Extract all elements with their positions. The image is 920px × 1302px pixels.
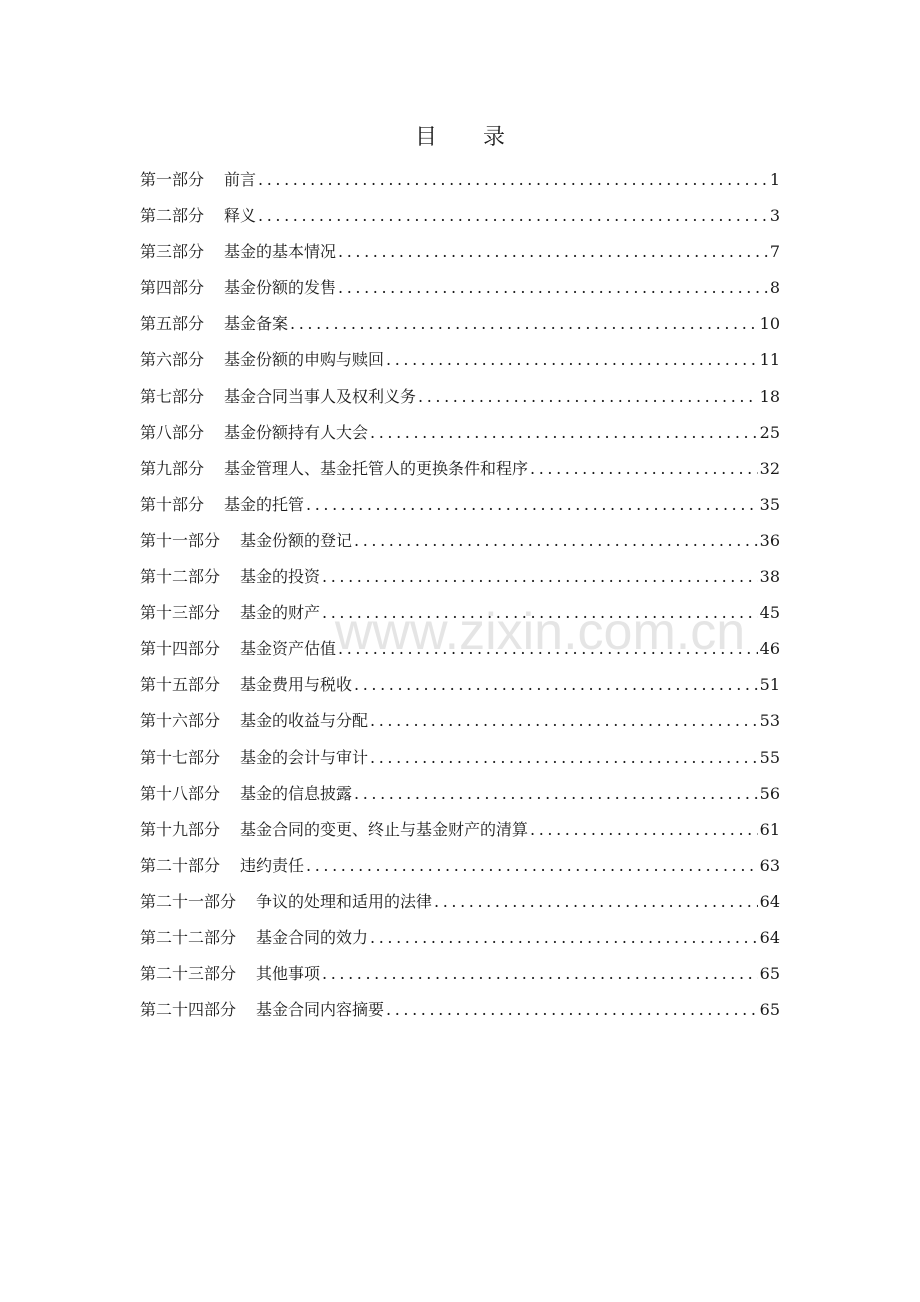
toc-leader-dots: [354, 780, 758, 808]
toc-leader-dots: [530, 816, 758, 844]
toc-entry[interactable]: [140, 707, 780, 743]
toc-section-title: 争议的处理和适用的法律: [256, 891, 433, 911]
toc-section-title: 基金的基本情况: [224, 242, 337, 262]
toc-entry[interactable]: [140, 816, 780, 852]
toc-part-label: 第二部分: [140, 206, 205, 226]
toc-page-number: 64: [759, 927, 780, 947]
toc-part-label: 第十八部分: [140, 783, 221, 803]
toc-entry[interactable]: [140, 671, 780, 707]
toc-part-label: 第十四部分: [140, 639, 221, 659]
toc-section-title: 基金合同内容摘要: [256, 1000, 385, 1020]
toc-part-label: 第十九部分: [140, 819, 221, 839]
toc-section-title: 基金份额的登记: [240, 530, 353, 550]
toc-section-title: 释义: [224, 206, 257, 226]
toc-entry[interactable]: [140, 455, 780, 491]
title-char-1: 目: [414, 125, 437, 150]
toc-section-title: 基金合同的效力: [256, 927, 369, 947]
toc-entry[interactable]: [140, 166, 780, 202]
toc-entry[interactable]: [140, 852, 780, 888]
toc-entry[interactable]: [140, 238, 780, 274]
toc-leader-dots: [306, 852, 758, 880]
toc-leader-dots: [434, 888, 758, 916]
toc-leader-dots: [338, 238, 768, 266]
toc-leader-dots: [322, 563, 758, 591]
toc-leader-dots: [386, 996, 758, 1024]
toc-page-number: 32: [759, 458, 780, 478]
toc-leader-dots: [258, 166, 768, 194]
toc-section-title: 基金份额的申购与赎回: [224, 350, 385, 370]
toc-leader-dots: [338, 635, 758, 663]
toc-entry[interactable]: [140, 924, 780, 960]
toc-page-number: 18: [759, 386, 780, 406]
toc-entry[interactable]: [140, 310, 780, 346]
toc-section-title: 违约责任: [240, 855, 305, 875]
toc-entry[interactable]: [140, 202, 780, 238]
toc-page-number: 1: [769, 170, 780, 189]
toc-entry[interactable]: [140, 383, 780, 419]
toc-entry[interactable]: [140, 744, 780, 780]
toc-entry[interactable]: [140, 996, 780, 1032]
toc-page-number: 65: [759, 1000, 780, 1020]
toc-entry[interactable]: [140, 599, 780, 635]
toc-part-label: 第二十四部分: [140, 1000, 237, 1020]
toc-part-label: 第十六部分: [140, 711, 221, 731]
toc-section-title: 基金的投资: [240, 567, 321, 587]
toc-entry[interactable]: [140, 527, 780, 563]
toc-part-label: 第八部分: [140, 422, 205, 442]
toc-part-label: 第十一部分: [140, 530, 221, 550]
toc-part-label: 第十三部分: [140, 603, 221, 623]
toc-entry[interactable]: [140, 491, 780, 527]
toc-section-title: 基金的财产: [240, 603, 321, 623]
toc-section-title: 基金份额持有人大会: [224, 422, 369, 442]
toc-part-label: 第十七部分: [140, 747, 221, 767]
toc-page-number: 64: [759, 891, 780, 911]
toc-leader-dots: [370, 419, 758, 447]
toc-page-number: 8: [769, 278, 780, 298]
toc-entry[interactable]: [140, 960, 780, 996]
toc-part-label: 第二十三部分: [140, 964, 237, 984]
toc-section-title: 基金的信息披露: [240, 783, 353, 803]
toc-section-title: 基金的收益与分配: [240, 711, 369, 731]
toc-part-label: 第二十二部分: [140, 927, 237, 947]
toc-section-title: 基金管理人、基金托管人的更换条件和程序: [224, 458, 529, 478]
toc-leader-dots: [322, 960, 758, 988]
toc-page-number: 7: [769, 242, 780, 262]
toc-section-title: 基金的会计与审计: [240, 747, 369, 767]
toc-section-title: 其他事项: [256, 964, 321, 984]
toc-part-label: 第二十一部分: [140, 891, 237, 911]
toc-page-number: 65: [759, 964, 780, 984]
toc-section-title: 前言: [224, 170, 257, 189]
toc-leader-dots: [370, 707, 758, 735]
toc-leader-dots: [370, 744, 758, 772]
toc-leader-dots: [418, 383, 758, 411]
toc-leader-dots: [354, 671, 758, 699]
toc-part-label: 第十二部分: [140, 567, 221, 587]
toc-entry[interactable]: [140, 346, 780, 382]
toc-part-label: 第六部分: [140, 350, 205, 370]
toc-section-title: 基金份额的发售: [224, 278, 337, 298]
toc-leader-dots: [386, 346, 758, 374]
toc-entry[interactable]: [140, 780, 780, 816]
toc-leader-dots: [354, 527, 758, 555]
toc-page-number: 55: [759, 747, 780, 767]
toc-part-label: 第五部分: [140, 314, 205, 334]
toc-leader-dots: [322, 599, 758, 627]
toc-leader-dots: [290, 310, 758, 338]
toc-section-title: 基金的托管: [224, 494, 305, 514]
toc-page-number: 51: [759, 675, 780, 695]
toc-section-title: 基金费用与税收: [240, 675, 353, 695]
toc-entry[interactable]: [140, 563, 780, 599]
toc-page-number: 46: [759, 639, 780, 659]
toc-entry[interactable]: [140, 274, 780, 310]
toc-page-number: 3: [769, 206, 780, 226]
toc-page-number: 61: [759, 819, 780, 839]
toc-section-title: 基金备案: [224, 314, 289, 334]
toc-page-number: 25: [759, 422, 780, 442]
toc-part-label: 第一部分: [140, 170, 205, 189]
toc-entry[interactable]: [140, 635, 780, 671]
toc-page-number: 53: [759, 711, 780, 731]
toc-page-number: 11: [759, 350, 780, 370]
toc-page-number: 38: [759, 567, 780, 587]
toc-part-label: 第九部分: [140, 458, 205, 478]
toc-leader-dots: [338, 274, 768, 302]
toc-entry[interactable]: [140, 419, 780, 455]
toc-page-number: 45: [759, 603, 780, 623]
toc-part-label: 第十部分: [140, 494, 205, 514]
toc-part-label: 第十五部分: [140, 675, 221, 695]
table-of-contents: [140, 166, 780, 1032]
toc-leader-dots: [306, 491, 758, 519]
toc-section-title: 基金资产估值: [240, 639, 337, 659]
toc-page-number: 10: [759, 314, 780, 334]
toc-page-number: 36: [759, 530, 780, 550]
toc-page-number: 56: [759, 783, 780, 803]
toc-section-title: 基金合同当事人及权利义务: [224, 386, 417, 406]
toc-part-label: 第二十部分: [140, 855, 221, 875]
toc-part-label: 第四部分: [140, 278, 205, 298]
toc-leader-dots: [530, 455, 758, 483]
page-title: [0, 120, 920, 151]
title-char-2: 录: [483, 125, 506, 150]
toc-leader-dots: [258, 202, 768, 230]
toc-page-number: 63: [759, 855, 780, 875]
toc-entry[interactable]: [140, 888, 780, 924]
toc-page-number: 35: [759, 494, 780, 514]
toc-section-title: 基金合同的变更、终止与基金财产的清算: [240, 819, 529, 839]
toc-part-label: 第三部分: [140, 242, 205, 262]
watermark: www.zixin.com.cn: [334, 603, 746, 661]
toc-leader-dots: [370, 924, 758, 952]
toc-part-label: 第七部分: [140, 386, 205, 406]
